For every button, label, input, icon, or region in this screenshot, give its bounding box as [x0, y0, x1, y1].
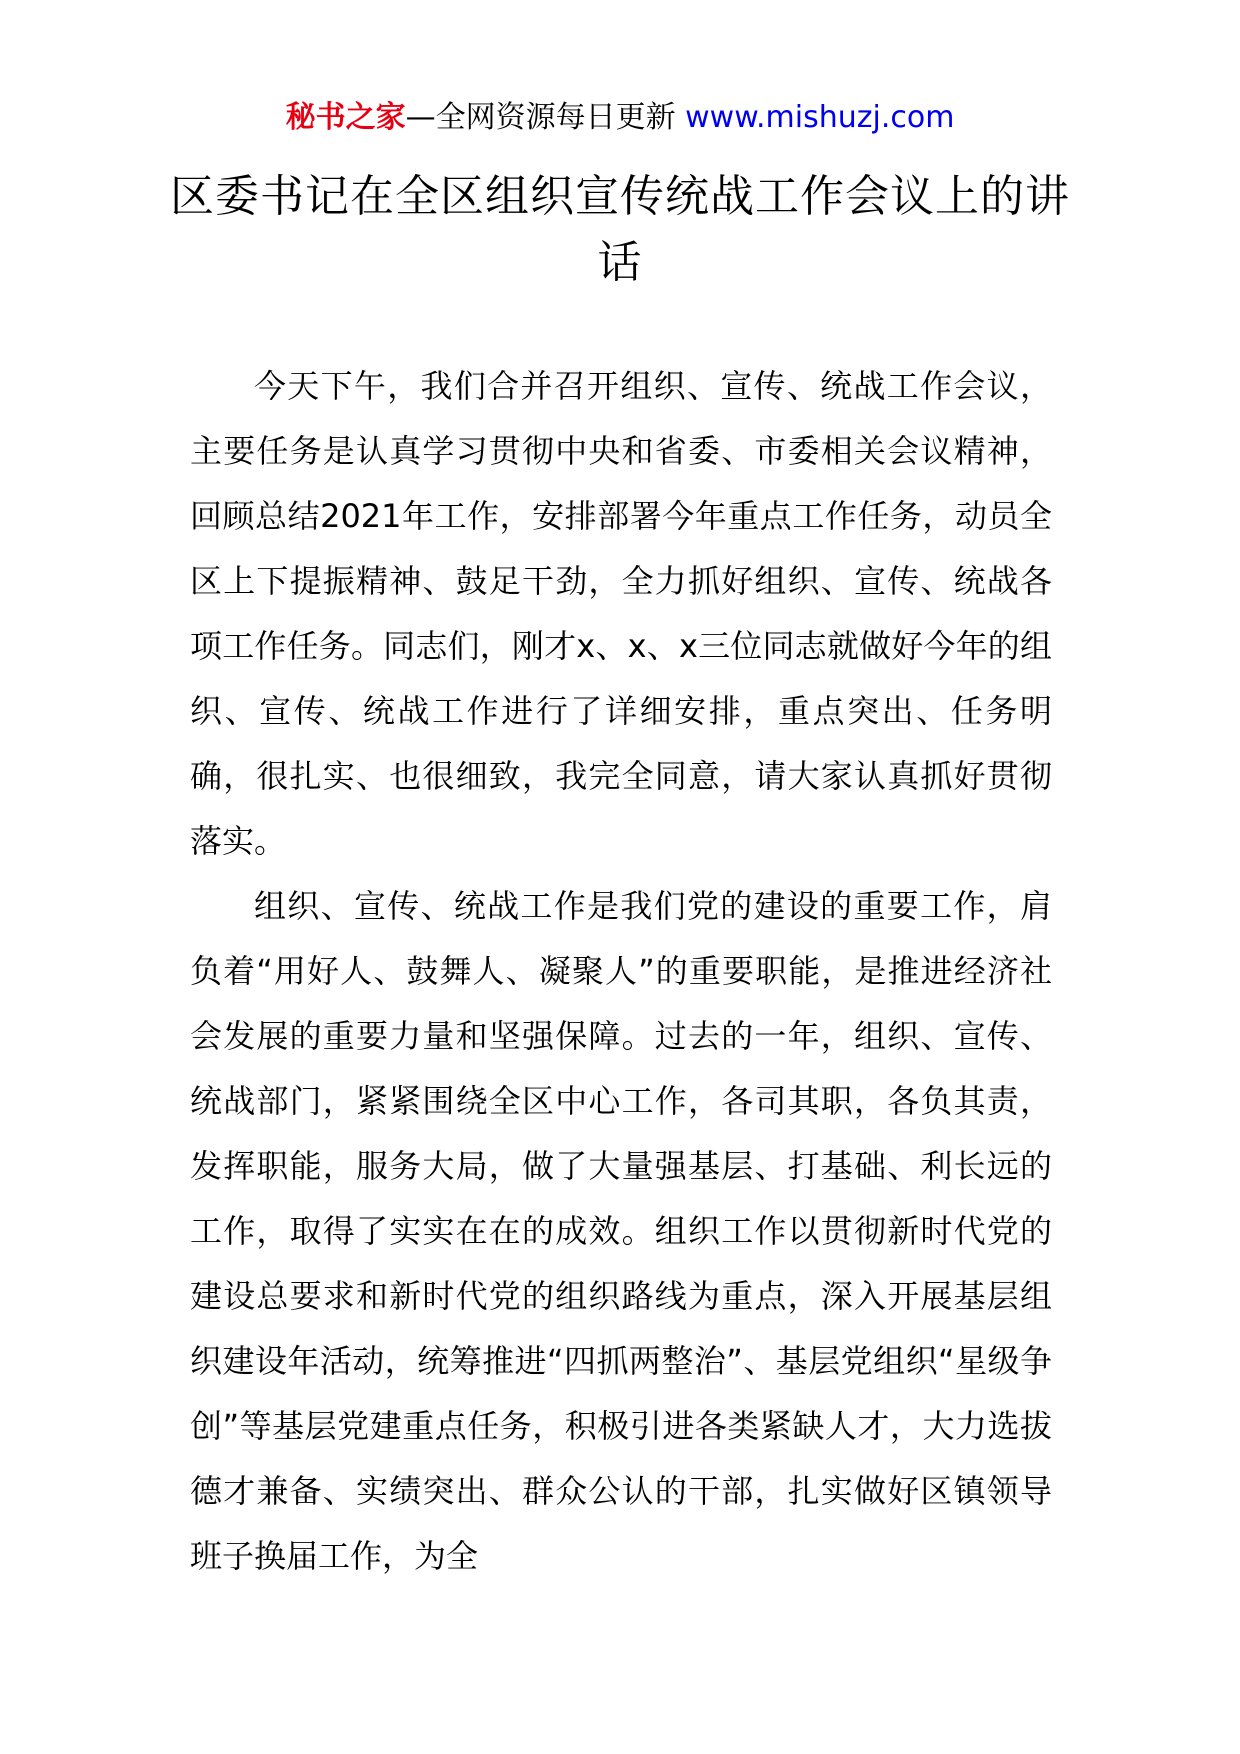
header-slogan: —全网资源每日更新: [405, 100, 686, 135]
paragraph: 组织、宣传、统战工作是我们党的建设的重要工作，肩负着“用好人、鼓舞人、凝聚人”的重要职能，是推进经济社会发展的重要力量和坚强保障。过去的一年，组织、宣传、统战部门，紧紧围绕全区中心工作，各司其职，各负其责，发挥职能，服务大局，做了大量强基层、打基础、利长远的工作，取得了实实在在的成效。组织工作以贯彻新时代党的建设总要求和新时代党的组织路线为重点，深入开展基层组织建设年活动，统筹推进“四抓两整治”、基层党组织“星级争创”等基层党建重点任务，积极引进各类紧缺人才，大力选拔德才兼备、实绩突出、群众公认的干部，扎实做好区镇领导班子换届工作，为全: [190, 887, 1052, 1575]
document-title: 区委书记在全区组织宣传统战工作会议上的讲话: [170, 171, 1070, 288]
document-body: [190, 354, 1052, 1589]
paragraph: 今天下午，我们合并召开组织、宣传、统战工作会议，主要任务是认真学习贯彻中央和省委、市委相关会议精神，回顾总结2021年工作，安排部署今年重点工作任务，动员全区上下提振精神、鼓足干劲，全力抓好组织、宣传、统战各项工作任务。同志们，刚才x、x、x三位同志就做好今年的组织、宣传、统战工作进行了详细安排，重点突出、任务明确，很扎实、也很细致，我完全同意，请大家认真抓好贯彻落实。: [190, 367, 1052, 860]
site-url[interactable]: www.mishuzj.com: [685, 100, 955, 135]
watermark-header: [0, 98, 1240, 138]
brand-name: 秘书之家: [285, 100, 406, 135]
